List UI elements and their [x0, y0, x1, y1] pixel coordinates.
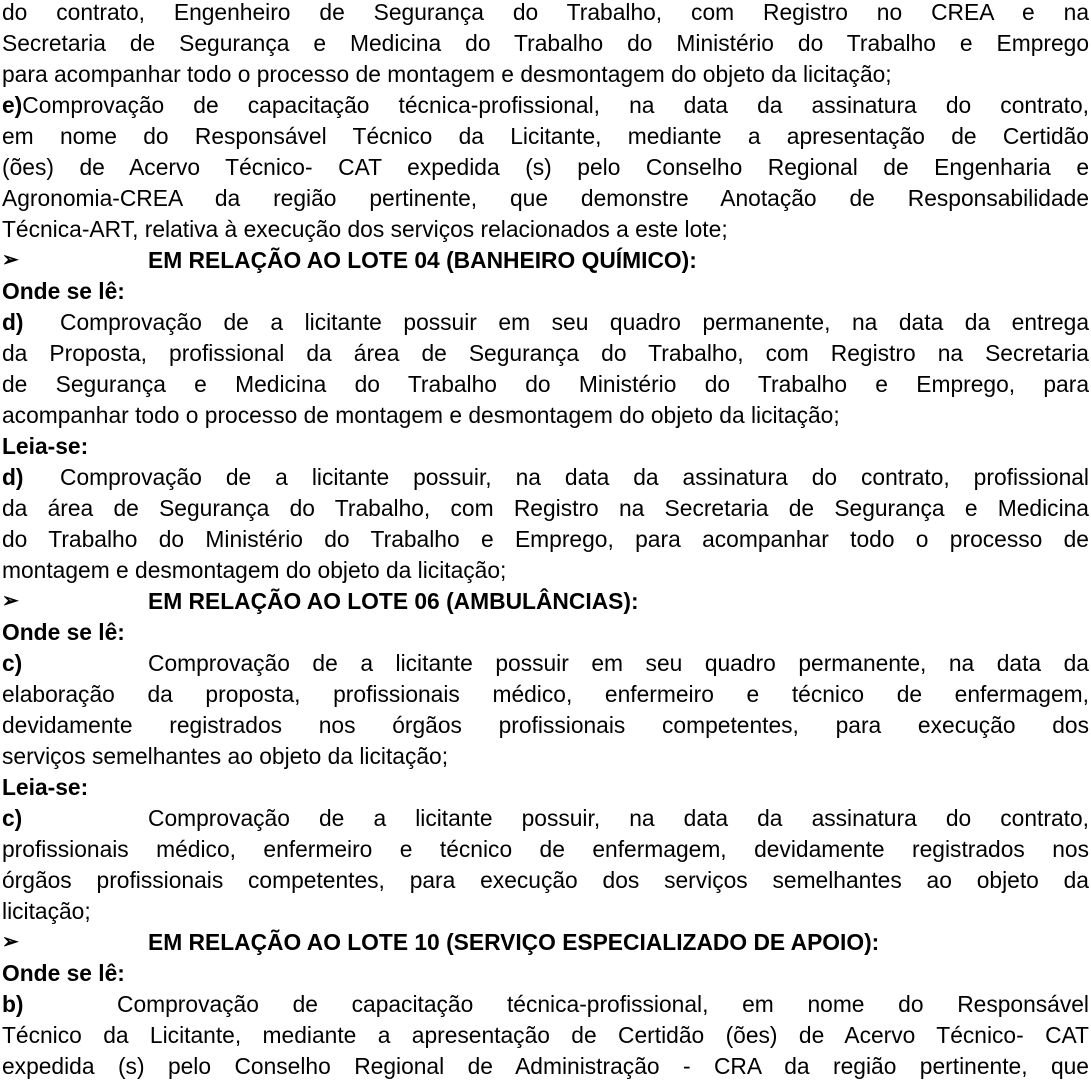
text-line [2, 152, 1089, 183]
line-text: Secretaria de Segurança e Medicina do Trabalho do Ministério do Trabalho e Emprego [2, 30, 1089, 56]
item-label: b) [2, 991, 24, 1017]
line-text: Agronomia-CREA da região pertinente, que demonstre Anotação de Responsabilidade [2, 185, 1089, 211]
text-line [2, 679, 1089, 710]
item-d-line [2, 462, 1089, 493]
line-text: Técnica-ART, relativa à execução dos serviços relacionados a este lote; [2, 216, 728, 242]
item-d-line [2, 307, 1089, 338]
line-text: Comprovação de a licitante possuir, na data da assinatura do contrato, profissional [60, 464, 1089, 490]
item-label: d) [2, 464, 24, 490]
line-text: (ões) de Acervo Técnico- CAT expedida (s) pelo Conselho Regional de Engenharia e [2, 154, 1089, 180]
line-text: Comprovação de capacitação técnica-profissional, na data da assinatura do contrato, [22, 92, 1089, 118]
text-line [2, 121, 1089, 152]
text-line [2, 214, 1089, 245]
text-line [2, 28, 1089, 59]
heading-text: EM RELAÇÃO AO LOTE 04 (BANHEIRO QUÍMICO): [148, 247, 697, 273]
item-label: d) [2, 309, 24, 335]
heading-text: EM RELAÇÃO AO LOTE 06 (AMBULÂNCIAS): [148, 588, 639, 614]
text-line [2, 1051, 1089, 1082]
item-label: c) [2, 805, 23, 831]
line-text: Comprovação de capacitação técnica-profissional, em nome do Responsável [117, 991, 1089, 1017]
onde-se-le-label: Onde se lê: [2, 960, 125, 986]
line-text: Comprovação de a licitante possuir em seu quadro permanente, na data da [148, 650, 1089, 676]
section-heading-lote-06 [2, 586, 1089, 617]
text-line [2, 338, 1089, 369]
line-text: em nome do Responsável Técnico da Licitante, mediante a apresentação de Certidão [2, 123, 1089, 149]
text-line [2, 0, 1089, 28]
item-label: e) [2, 92, 23, 118]
text-line [2, 865, 1089, 896]
line-text: devidamente registrados nos órgãos profissionais competentes, para execução dos [2, 712, 1089, 738]
line-text: para acompanhar todo o processo de montagem e desmontagem do objeto da licitação; [2, 61, 892, 87]
text-line [2, 369, 1089, 400]
text-line [2, 59, 1089, 90]
document-page [2, 0, 1089, 1082]
text-line [2, 1020, 1089, 1051]
heading-text: EM RELAÇÃO AO LOTE 10 (SERVIÇO ESPECIALIZADO DE APOIO): [148, 929, 880, 955]
text-line [2, 493, 1089, 524]
text-line [2, 896, 1089, 927]
text-line [2, 183, 1089, 214]
line-text: Comprovação de a licitante possuir, na data da assinatura do contrato, [148, 805, 1089, 831]
text-line [2, 710, 1089, 741]
leia-se-label: Leia-se: [2, 433, 89, 459]
line-text: da área de Segurança do Trabalho, com Registro na Secretaria de Segurança e Medicina [2, 495, 1089, 521]
line-text: órgãos profissionais competentes, para execução dos serviços semelhantes ao objeto da [2, 867, 1089, 893]
arrow-bullet-icon: ➢ [2, 590, 19, 612]
line-text: profissionais médico, enfermeiro e técnico de enfermagem, devidamente registrados nos [2, 836, 1089, 862]
item-label: c) [2, 650, 23, 676]
line-text: elaboração da proposta, profissionais médico, enfermeiro e técnico de enfermagem, [2, 681, 1089, 707]
arrow-bullet-icon: ➢ [2, 931, 19, 953]
line-text: acompanhar todo o processo de montagem e desmontagem do objeto da licitação; [2, 402, 840, 428]
arrow-bullet-icon: ➢ [2, 249, 19, 271]
onde-se-le-label: Onde se lê: [2, 278, 125, 304]
item-c-line [2, 803, 1089, 834]
line-text: licitação; [2, 898, 91, 924]
line-text: expedida (s) pelo Conselho Regional de Administração - CRA da região pertinente, que [2, 1053, 1089, 1079]
line-text: Técnico da Licitante, mediante a apresentação de Certidão (ões) de Acervo Técnico- CAT [2, 1022, 1089, 1048]
text-line [2, 555, 1089, 586]
line-text: de Segurança e Medicina do Trabalho do Ministério do Trabalho e Emprego, para [2, 371, 1089, 397]
leia-se-label: Leia-se: [2, 774, 89, 800]
onde-se-le-label: Onde se lê: [2, 619, 125, 645]
item-c-line [2, 648, 1089, 679]
line-text: montagem e desmontagem do objeto da licitação; [2, 557, 507, 583]
text-line [2, 524, 1089, 555]
text-line [2, 400, 1089, 431]
section-heading-lote-10 [2, 927, 1089, 958]
item-b-line [2, 989, 1089, 1020]
line-text: do Trabalho do Ministério do Trabalho e Emprego, para acompanhar todo o processo de [2, 526, 1089, 552]
section-heading-lote-04 [2, 245, 1089, 276]
line-text: Comprovação de a licitante possuir em seu quadro permanente, na data da entrega [60, 309, 1089, 335]
text-line [2, 741, 1089, 772]
item-e-line [2, 90, 1089, 121]
text-line [2, 834, 1089, 865]
line-text: do contrato, Engenheiro de Segurança do Trabalho, com Registro no CREA e na [2, 0, 1089, 25]
line-text: da Proposta, profissional da área de Segurança do Trabalho, com Registro na Secretaria [2, 340, 1089, 366]
line-text: serviços semelhantes ao objeto da licitação; [2, 743, 449, 769]
